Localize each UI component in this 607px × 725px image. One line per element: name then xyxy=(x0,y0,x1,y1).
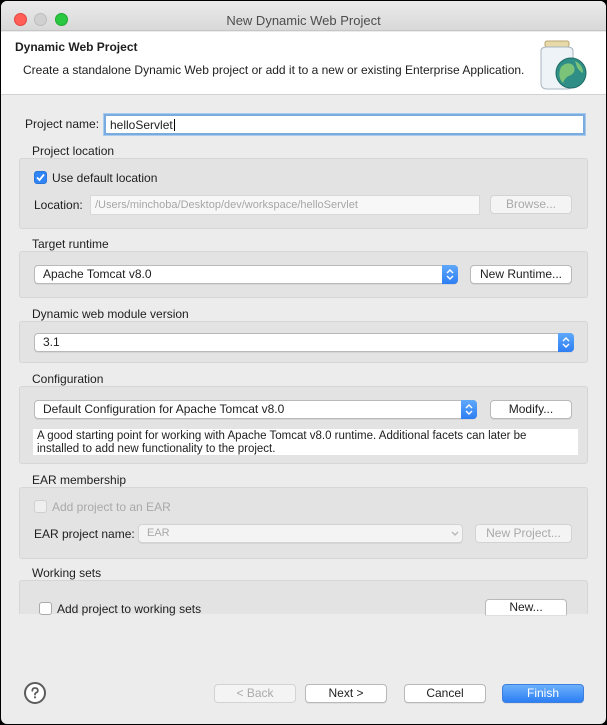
question-mark-icon xyxy=(26,684,44,702)
help-button[interactable] xyxy=(24,682,46,704)
configuration-value: Default Configuration for Apache Tomcat v8.0 xyxy=(43,402,285,416)
project-name-value: helloServlet xyxy=(110,118,173,132)
add-to-working-sets-checkbox[interactable] xyxy=(39,602,52,615)
add-to-working-sets-label: Add project to working sets xyxy=(57,602,202,616)
next-button[interactable]: Next > xyxy=(305,684,387,703)
module-version-value: 3.1 xyxy=(43,335,60,349)
ear-membership-group xyxy=(19,487,588,559)
use-default-location-checkbox[interactable] xyxy=(34,171,47,184)
working-sets-title: Working sets xyxy=(32,566,102,580)
location-input[interactable]: /Users/minchoba/Desktop/dev/workspace/helloServlet xyxy=(90,195,480,215)
back-button[interactable]: < Back xyxy=(214,684,296,703)
target-runtime-title: Target runtime xyxy=(32,237,109,251)
use-default-location-label: Use default location xyxy=(52,171,158,185)
configuration-description xyxy=(33,429,578,455)
ear-project-name-select[interactable] xyxy=(138,524,463,543)
location-label: Location: xyxy=(34,198,83,212)
add-to-ear-checkbox[interactable] xyxy=(34,500,47,513)
page-description: Create a standalone Dynamic Web project or add it to a new or existing Enterprise Application. xyxy=(23,63,525,77)
finish-button[interactable]: Finish xyxy=(502,684,584,703)
project-location-group xyxy=(19,158,588,229)
add-to-ear-label: Add project to an EAR xyxy=(52,500,171,514)
configuration-description-line1: A good starting point for working with Apache Tomcat v8.0 runtime. Additional facets can later be xyxy=(37,430,527,442)
page-title: Dynamic Web Project xyxy=(15,40,138,54)
chevron-updown-icon xyxy=(558,333,574,352)
configuration-description-line2: installed to add new functionality to the project. xyxy=(37,443,276,455)
new-runtime-button[interactable]: New Runtime... xyxy=(470,265,572,284)
chevron-updown-icon xyxy=(461,400,477,419)
project-name-label: Project name: xyxy=(25,117,100,131)
jar-globe-icon xyxy=(533,37,589,93)
module-version-title: Dynamic web module version xyxy=(32,307,189,321)
configuration-select[interactable] xyxy=(34,400,477,419)
checkmark-icon xyxy=(34,171,47,184)
target-runtime-select[interactable] xyxy=(34,265,458,284)
module-version-select[interactable] xyxy=(34,333,574,352)
window-title: New Dynamic Web Project xyxy=(226,13,381,28)
ear-membership-title: EAR membership xyxy=(32,473,127,487)
configuration-title: Configuration xyxy=(32,372,104,386)
title-bar[interactable] xyxy=(1,1,606,31)
chevron-down-icon xyxy=(447,524,463,543)
target-runtime-value: Apache Tomcat v8.0 xyxy=(43,267,152,281)
chevron-updown-icon xyxy=(442,265,458,284)
new-ear-project-button[interactable]: New Project... xyxy=(475,524,572,543)
new-working-set-button[interactable]: New... xyxy=(485,599,567,615)
project-name-input[interactable] xyxy=(104,114,585,135)
modify-button[interactable]: Modify... xyxy=(490,400,572,419)
dialog-window xyxy=(1,1,606,724)
ear-project-name-value: EAR xyxy=(147,527,170,539)
ear-project-name-label: EAR project name: xyxy=(34,527,135,541)
browse-button[interactable]: Browse... xyxy=(490,195,572,214)
cancel-button[interactable]: Cancel xyxy=(404,684,486,703)
project-location-title: Project location xyxy=(32,144,115,158)
wizard-header xyxy=(1,32,606,95)
